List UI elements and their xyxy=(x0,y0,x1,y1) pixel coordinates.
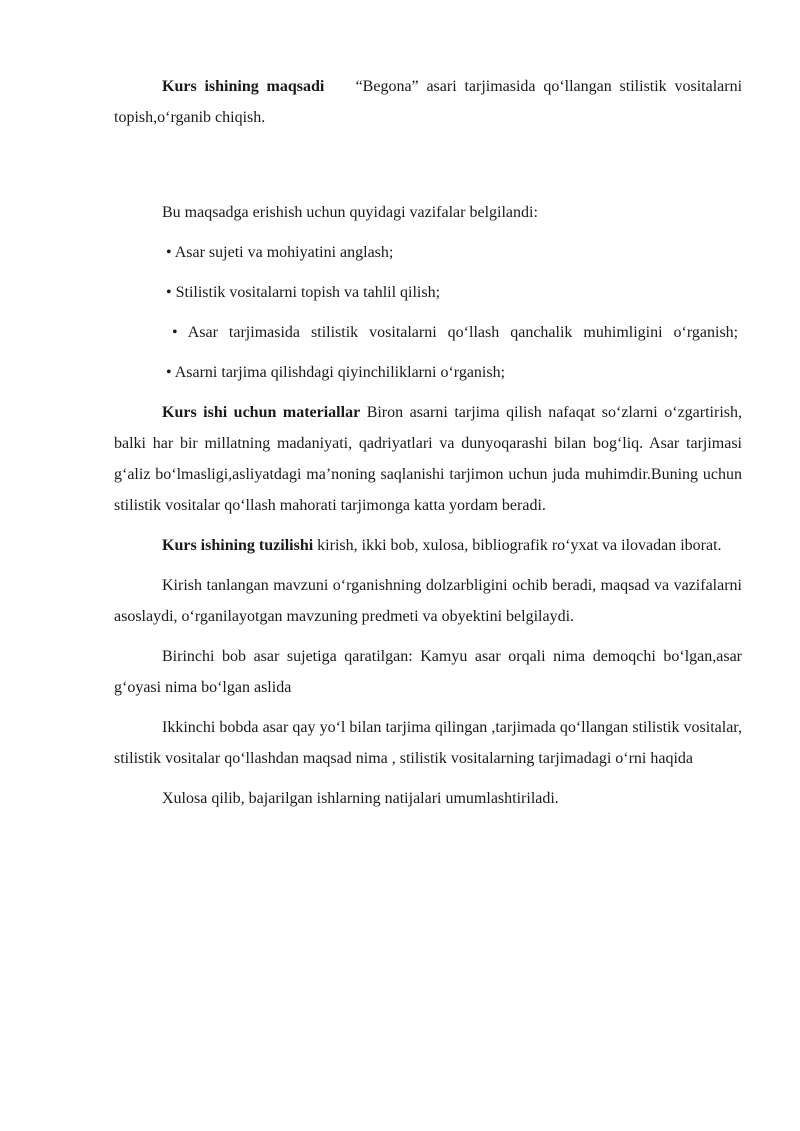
materials-heading: Kurs ishi uchun materiallar xyxy=(162,404,361,421)
chapter-one-paragraph: Birinchi bob asar sujetiga qaratilgan: Kamyu asar orqali nima demoqchi bo‘lgan,asar g‘oyasi nima bo‘lgan aslida xyxy=(114,648,742,696)
task-item-2: • Stilistik vositalarni topish va tahlil qilish; xyxy=(166,284,441,301)
task-item-3: • Asar tarjimasida stilistik vositalarni qo‘llash qanchalik muhimligini o‘rganish; xyxy=(172,324,739,341)
structure-heading: Kurs ishining tuzilishi xyxy=(162,537,314,554)
task-item-4: • Asarni tarjima qilishdagi qiyinchiliklarni o‘rganish; xyxy=(166,364,506,381)
goal-text: “Begona” asari tarjimasida qo‘llangan stilistik vositalarni topish,o‘rganib chiqish. xyxy=(114,78,743,126)
conclusion-paragraph: Xulosa qilib, bajarilgan ishlarning natijalari umumlashtiriladi. xyxy=(162,790,559,807)
materials-paragraph xyxy=(114,397,742,521)
chapter-two-paragraph: Ikkinchi bobda asar qay yo‘l bilan tarjima qilingan ,tarjimada qo‘llangan stilistik vositalar, stilistik vositalar qo‘llashdan maqsad nima , stilistik vositalarning tarjimadagi o‘rni haqida xyxy=(114,719,742,767)
materials-text: Biron asarni tarjima qilish nafaqat so‘zlarni o‘zgartirish, balki har bir millatning madaniyati, qadriyatlari va dunyoqarashi bilan bog‘liq. Asar tarjimasi g‘aliz bo‘lmasligi,asliyatdagi ma’noning saqlanishi tarjimon uchun juda muhimdir.Buning uchun stilistik vositalar qo‘llash mahorati tarjimonga katta yordam beradi. xyxy=(114,404,743,514)
tasks-intro: Bu maqsadga erishish uchun quyidagi vazifalar belgilandi: xyxy=(162,204,538,221)
task-item-1: • Asar sujeti va mohiyatini anglash; xyxy=(166,244,394,261)
structure-text: kirish, ikki bob, xulosa, bibliografik ro‘yxat va ilovadan iborat. xyxy=(317,537,722,554)
structure-paragraph xyxy=(114,530,742,561)
goal-paragraph xyxy=(114,71,742,133)
document-page xyxy=(114,71,742,814)
intro-summary-paragraph: Kirish tanlangan mavzuni o‘rganishning dolzarbligini ochib beradi, maqsad va vazifalarni asoslaydi, o‘rganilayotgan mavzuning predmeti va obyektini belgilaydi. xyxy=(114,577,742,625)
goal-heading: Kurs ishining maqsadi xyxy=(162,78,325,95)
